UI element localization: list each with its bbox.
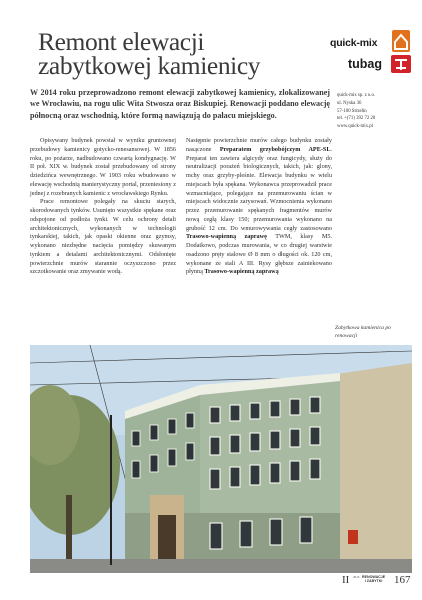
- magazine-name-line-2: I ZABYTKI: [364, 579, 383, 583]
- column-left: [30, 137, 176, 277]
- text-span: . Preparat ten zawiera algicydy oraz fungicydy, służy do neutralizacji porażeń biologicznych, takich, jak: glony, mchy oraz grzyby-pleśnie. Elewacja budynku w wielu miejscach była spękana. Wykonawca przeprowadził prace wzmacniające, polegające na przemurowaniu ścian w miejscach widocznie zarysowań. Wzmocnienia wykonano przez przemurowanie spękanych fragmentów murów nową cegłą klasy 150; przemurowania wykonano na grubość 12 cm. Do wmurowywania cegły zastosowano: [186, 145, 332, 232]
- contact-block: [337, 92, 417, 131]
- product-name: Trasowo-wapienną zaprawą: [204, 268, 279, 276]
- paragraph: Opisywany budynek powstał w wyniku gruntownej przebudowy kamienicy gotycko-renesansowej. W 1856 roku, po pożarze, nadbudowano czwartą kondygnację. W II poł. XIX w. budynek został przebudowany od strony dziedzińca wewnętrznego. W 1903 roku wbudowano w elewację wschodnią manierystyczny portal, przeniesiony z jednej z rozebranych kamienic z wrocławskiego Rynku.: [30, 137, 176, 197]
- paragraph: Prace remontowe polegały na skuciu starych, skorodowanych tynków. Usunięto wszystkie spękane oraz odspojone od podłoża tynki. W celu ochrony detali architektonicznych, wykonanych w technologii tynkarskiej, takich, jak opaski okienne oraz gzymsy, wykonano niezbędne nacięcia pomiędzy skuwanym tynkiem a detalami architektonicznymi. Odsłonięte powierzchnie murów starannie oczyszczono przez szczotkowanie oraz zmywanie wodą.: [30, 198, 176, 276]
- article-title: [38, 27, 308, 80]
- page-number: 167: [394, 574, 411, 586]
- magazine-name-line-1: RENOWACJE: [362, 575, 386, 579]
- quickmix-wordmark: quick-mix: [330, 37, 378, 49]
- page-footer: [0, 574, 422, 600]
- contact-street: ul. Nyska 36: [337, 100, 362, 106]
- magazine-name: [362, 575, 385, 583]
- product-name: Trasowo-wapienną zaprawę: [186, 233, 267, 241]
- tubag-logo-icon: [391, 55, 411, 73]
- contact-web[interactable]: www.quick-mix.pl: [337, 124, 373, 130]
- product-name: Preparatem grzybobójczym APE-SL: [219, 145, 331, 153]
- contact-phone: tel. +(71) 392 72 20: [337, 116, 376, 122]
- contact-company: quick-mix sp. z o.o.: [337, 93, 376, 98]
- title-line-1: Remont elewacji: [38, 27, 205, 56]
- issue-number: II: [342, 574, 350, 586]
- paragraph: [186, 137, 332, 277]
- column-right: [186, 137, 332, 277]
- tubag-wordmark: tubag: [348, 57, 383, 71]
- quickmix-house-icon: [392, 30, 410, 52]
- contact-city: 57-100 Strzelin: [337, 108, 367, 114]
- text-span: Następnie powierzchnie murów całego budynku zostały nasączone: [186, 137, 332, 153]
- photo-caption: Zabytkowa kamienica po renowacji: [335, 325, 391, 339]
- brand-logos: [330, 30, 416, 80]
- issue-year: 2015: [353, 575, 360, 579]
- text-span: TWM, klasy M5. Dodatkowo, podczas murowania, w co drugiej warstwie osadzono pręty stalowe Ø 8 mm o długości ok. 120 cm, wykonane ze stali A III. Rysy głębsze zainiekowano płynną: [186, 233, 332, 276]
- title-line-2: zabytkowej kamienicy: [38, 51, 261, 80]
- building-photo: [30, 345, 412, 573]
- article-lead: W 2014 roku przeprowadzono remont elewacji zabytkowej kamienicy, zlokalizowanej we Wrocławiu, na rogu ulic Wita Stwosza oraz Biskupiej. Renowacji poddano elewację północną oraz wschodnią, które formą nawiązują do pałacu miejskiego.: [30, 88, 330, 120]
